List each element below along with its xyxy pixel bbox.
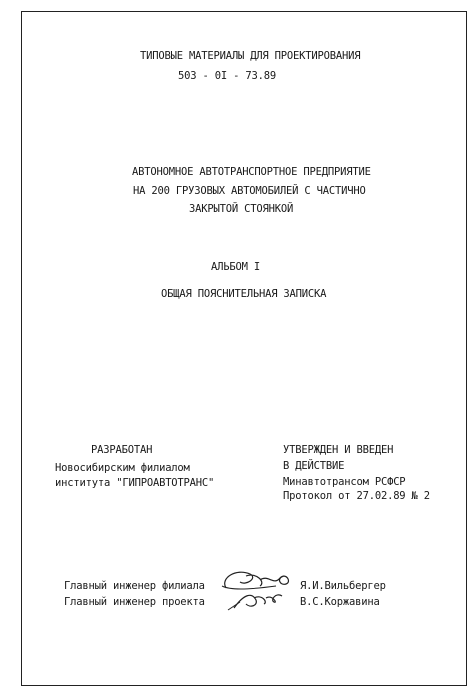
signature-role-1: Главный инженер филиала <box>64 580 205 592</box>
handwritten-signatures <box>216 564 306 614</box>
approved-line-1: УТВЕРЖДЕН И ВВЕДЕН <box>283 444 394 456</box>
approved-line-3: Минавтотрансом РСФСР <box>283 476 406 488</box>
project-title-line-3: ЗАКРЫТОЙ СТОЯНКОЙ <box>189 203 294 215</box>
album-number: АЛЬБОМ I <box>211 261 260 273</box>
project-title-line-2: НА 200 ГРУЗОВЫХ АВТОМОБИЛЕЙ С ЧАСТИЧНО <box>133 185 366 197</box>
signature-name-1: Я.И.Вильбергер <box>300 580 386 592</box>
developed-heading: РАЗРАБОТАН <box>91 444 153 456</box>
developed-line-2: института "ГИПРОАВТОТРАНС" <box>55 477 215 489</box>
approved-line-2: В ДЕЙСТВИЕ <box>283 460 345 472</box>
approved-line-4: Протокол от 27.02.89 № 2 <box>283 490 430 502</box>
signature-role-2: Главный инженер проекта <box>64 596 205 608</box>
series-title: ТИПОВЫЕ МАТЕРИАЛЫ ДЛЯ ПРОЕКТИРОВАНИЯ <box>140 50 361 62</box>
developed-line-1: Новосибирским филиалом <box>55 462 190 474</box>
album-title: ОБЩАЯ ПОЯСНИТЕЛЬНАЯ ЗАПИСКА <box>161 288 327 300</box>
signature-name-2: В.С.Коржавина <box>300 596 380 608</box>
series-code: 503 - 0I - 73.89 <box>178 70 276 82</box>
project-title-line-1: АВТОНОМНОЕ АВТОТРАНСПОРТНОЕ ПРЕДПРИЯТИЕ <box>132 166 371 178</box>
